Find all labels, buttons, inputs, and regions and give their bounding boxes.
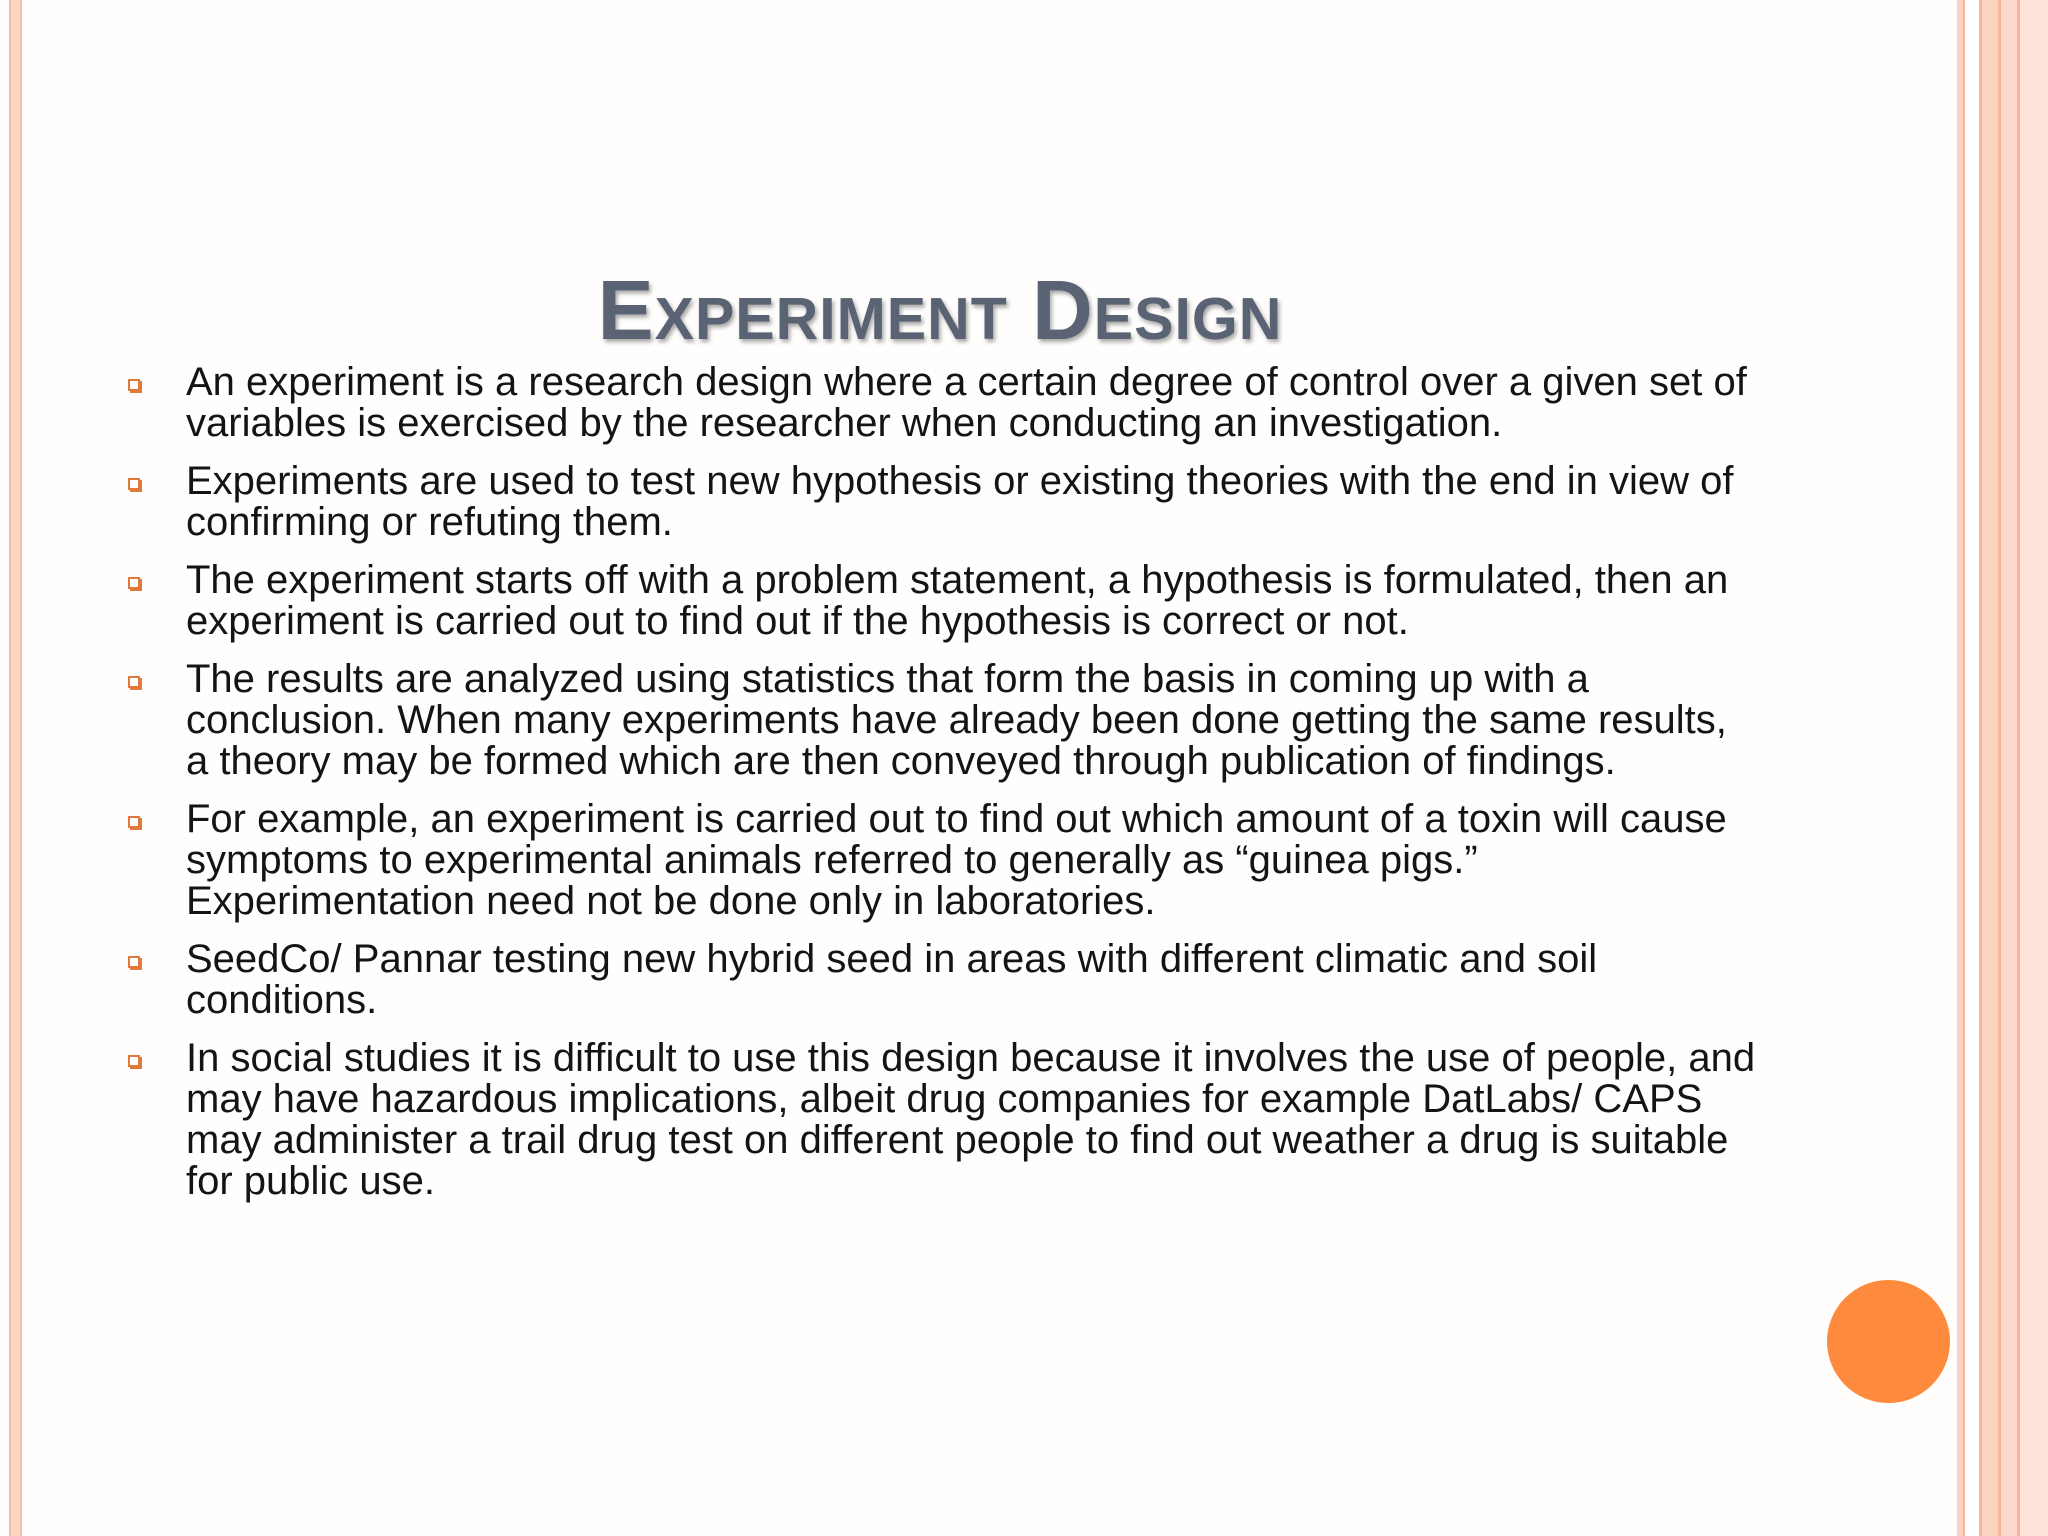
right-border-stripe <box>1965 0 1979 1536</box>
bullet-text: The results are analyzed using statistics that form the basis in coming up with a conclusion. When many experiments have already been done getting the same results, a theory may be formed which are then conveyed through publication of findings. <box>186 657 1727 783</box>
bullet-text: For example, an experiment is carried out to find out which amount of a toxin will cause symptoms to experimental animals referred to generally as “guinea pigs.” Experimentation need not be done only in laboratories. <box>186 797 1727 923</box>
bullet-item <box>120 659 1760 782</box>
square-bullet-icon <box>128 676 140 688</box>
bullet-item <box>120 799 1760 922</box>
left-border-stripe <box>9 0 22 1536</box>
right-border-stripe <box>1982 0 1998 1536</box>
square-bullet-icon <box>128 1055 140 1067</box>
square-bullet-icon <box>128 956 140 968</box>
square-bullet-icon <box>128 816 140 828</box>
bullet-item <box>120 1038 1760 1202</box>
bullet-text: In social studies it is difficult to use this design because it involves the use of people, and may have hazardous implications, albeit drug companies for example DatLabs/ CAPS may administer a trail drug test on different people to find out weather a drug is suitable for public use. <box>186 1036 1756 1203</box>
accent-circle <box>1827 1280 1950 1403</box>
bullet-item <box>120 939 1760 1021</box>
square-bullet-icon <box>128 478 140 490</box>
bullet-item <box>120 362 1760 444</box>
slide-title: Experiment Design <box>597 263 1283 358</box>
bullet-text: An experiment is a research design where a certain degree of control over a given set of variables is exercised by the researcher when conducting an investigation. <box>186 360 1747 445</box>
bullet-text: The experiment starts off with a problem statement, a hypothesis is formulated, then an experiment is carried out to find out if the hypothesis is correct or not. <box>186 558 1729 643</box>
right-border-stripe <box>2020 0 2048 1536</box>
bullet-item <box>120 461 1760 543</box>
bullet-list <box>120 362 1760 1219</box>
square-bullet-icon <box>128 379 140 391</box>
right-border-stripe <box>2001 0 2017 1536</box>
bullet-item <box>120 560 1760 642</box>
square-bullet-icon <box>128 577 140 589</box>
bullet-text: SeedCo/ Pannar testing new hybrid seed in areas with different climatic and soil conditions. <box>186 937 1598 1022</box>
bullet-text: Experiments are used to test new hypothesis or existing theories with the end in view of confirming or refuting them. <box>186 459 1734 544</box>
